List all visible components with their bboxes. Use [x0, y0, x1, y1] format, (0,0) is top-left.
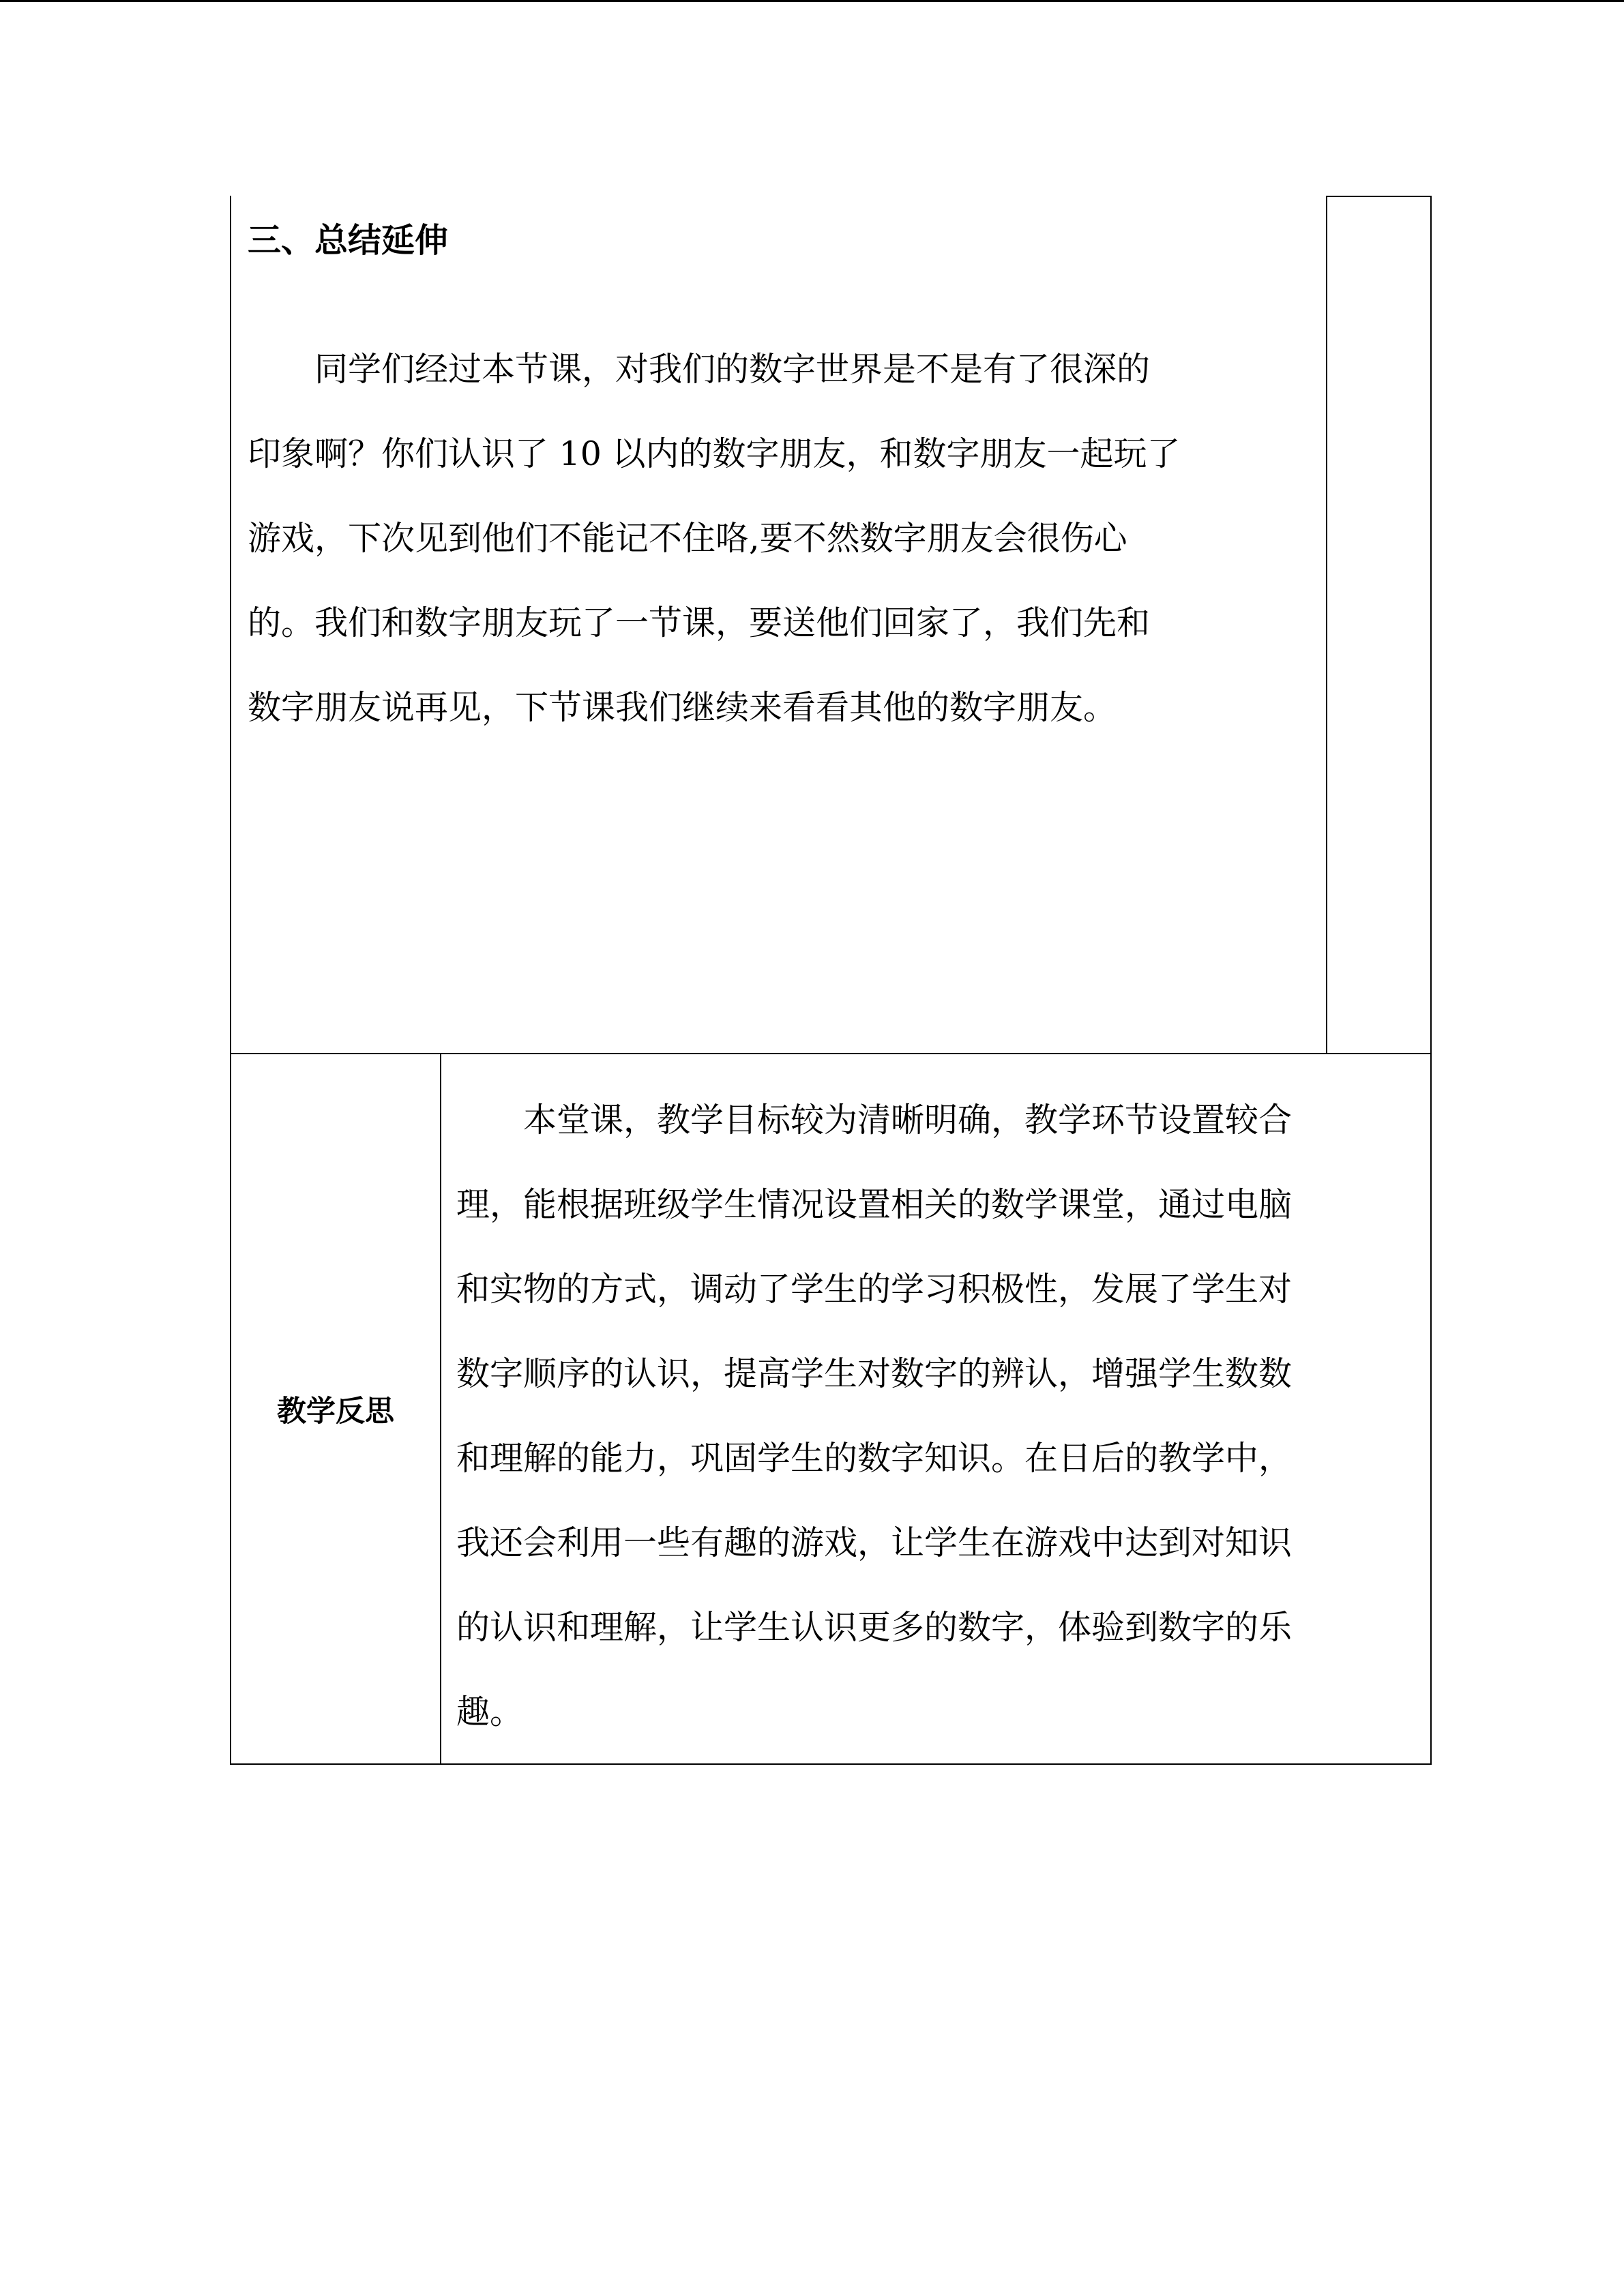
paragraph-line: 数字朋友说再见，下节课我们继续来看看其他的数字朋友。 [248, 688, 1117, 727]
summary-paragraph [248, 327, 1298, 750]
side-notes-cell [1326, 196, 1432, 1054]
paragraph-line: 本堂课，教学目标较为清晰明确，教学环节设置较合 [456, 1101, 1293, 1139]
paragraph-line: 和理解的能力，巩固学生的数字知识。在日后的教学中， [456, 1439, 1293, 1478]
summary-cell [230, 196, 1327, 1054]
reflection-label-cell [230, 1053, 441, 1765]
paragraph-line: 同学们经过本节课，对我们的数字世界是不是有了很深的 [248, 350, 1151, 389]
paragraph-line: 的。我们和数字朋友玩了一节课，要送他们回家了，我们先和 [248, 603, 1151, 642]
paragraph-line: 趣。 [456, 1693, 524, 1731]
reflection-paragraph [456, 1078, 1418, 1755]
reflection-label: 教学反思 [277, 1394, 394, 1429]
reflection-content-cell [440, 1053, 1432, 1765]
section-heading: 三、总结延伸 [248, 221, 449, 260]
paragraph-line: 理，能根据班级学生情况设置相关的数学课堂，通过电脑 [456, 1185, 1293, 1224]
page-top-border [0, 0, 1624, 2]
paragraph-line: 和实物的方式，调动了学生的学习积极性，发展了学生对 [456, 1270, 1293, 1309]
lesson-plan-table [230, 196, 1432, 1765]
paragraph-line: 我还会利用一些有趣的游戏，让学生在游戏中达到对知识 [456, 1523, 1293, 1562]
paragraph-line: 数字顺序的认识，提高学生对数字的辨认，增强学生数数 [456, 1354, 1293, 1393]
paragraph-line: 印象啊？你们认识了 10 以内的数字朋友，和数字朋友一起玩了 [248, 434, 1181, 473]
paragraph-line: 的认识和理解，让学生认识更多的数字，体验到数字的乐 [456, 1608, 1293, 1647]
paragraph-line: 游戏，下次见到他们不能记不住咯,要不然数字朋友会很伤心 [248, 519, 1127, 558]
